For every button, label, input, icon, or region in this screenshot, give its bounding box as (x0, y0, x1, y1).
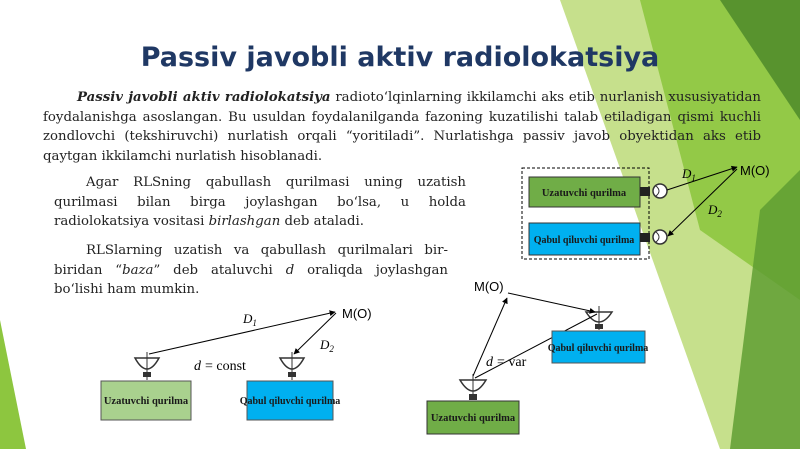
var-receiver-label: Qabul qiluvchi qurilma (547, 343, 649, 354)
combined-target-label: M(O) (740, 163, 770, 178)
combined-tx-antenna (653, 184, 667, 198)
combined-label-d1: $D_1$ (682, 166, 696, 183)
var-transmitter-label: Uzatuvchi qurilma (430, 413, 516, 424)
bistatic-text-after: oraliqda joylashgan bo‘lishi ham mumkin. (54, 262, 448, 297)
combined-receiver-label-text: Qabul qiluvchi qurilma (533, 235, 635, 246)
const-rx-antenna (280, 352, 304, 380)
const-transmitter-label: Uzatuvchi qurilma (103, 396, 189, 407)
combined-label-d2: $D_2$ (708, 202, 722, 219)
bistatic-var-diagram (427, 279, 648, 434)
slide-title: Passiv javobli aktiv radiolokatsiya (140, 42, 660, 73)
const-tx-antenna (135, 352, 159, 380)
combined-ray-d2 (668, 169, 737, 236)
const-ray-d1 (149, 312, 335, 354)
var-target-label: M(O) (474, 279, 504, 294)
bistatic-text-before: RLSlarning uzatish va qabullash qurilmalari bir-biridan “ (54, 243, 448, 278)
combined-rx-antenna (653, 230, 667, 244)
combined-receiver-label (534, 235, 635, 246)
intro-term: Passiv javobli aktiv radiolokatsiya (77, 90, 331, 105)
const-label-d1: $D_1$ (243, 311, 257, 328)
combined-text-after: deb ataladi. (280, 214, 364, 229)
intro-text: radioto‘lqinlarning ikkilamchi aks etib nurlanish xususiyatidan foydalanishga asoslangan. Bu usuldan foydalanilganda fazoning kuzatilishi talab etiladigan qismi kuchli zondlovchi (tekshiruvchi) nurlatish orqali “yoritiladi”. Nurlatishga passiv javob obyektidan aks etib qaytgan ikkilamchi nurlatish hisoblanadi. (43, 90, 761, 164)
distance-symbol: d (285, 262, 295, 278)
var-ray-rx (508, 293, 595, 312)
bistatic-const-diagram (101, 306, 372, 420)
baza-term: baza (122, 262, 154, 278)
var-distance-label: d = var (486, 355, 527, 370)
combined-rx-connector (640, 233, 650, 242)
combined-tx-connector (640, 187, 650, 196)
combined-transmitter-label: Uzatuvchi qurilma (541, 188, 627, 199)
const-distance-label: d = const (194, 359, 246, 374)
combined-radar-diagram (522, 163, 770, 259)
const-label-d2: $D_2$ (320, 337, 334, 354)
combined-text-before: Agar RLSning qabullash qurilmasi uning uzatish qurilmasi bilan birga joylashgan bo‘lsa, u holda radiolokatsiya vositasi (54, 175, 466, 229)
const-target-label: M(O) (342, 306, 372, 321)
const-receiver-label: Qabul qiluvchi qurilma (239, 396, 341, 407)
var-tx-antenna (460, 374, 486, 400)
bistatic-text-middle: ” deb ataluvchi (153, 262, 286, 278)
combined-term: birlashgan (208, 214, 281, 229)
